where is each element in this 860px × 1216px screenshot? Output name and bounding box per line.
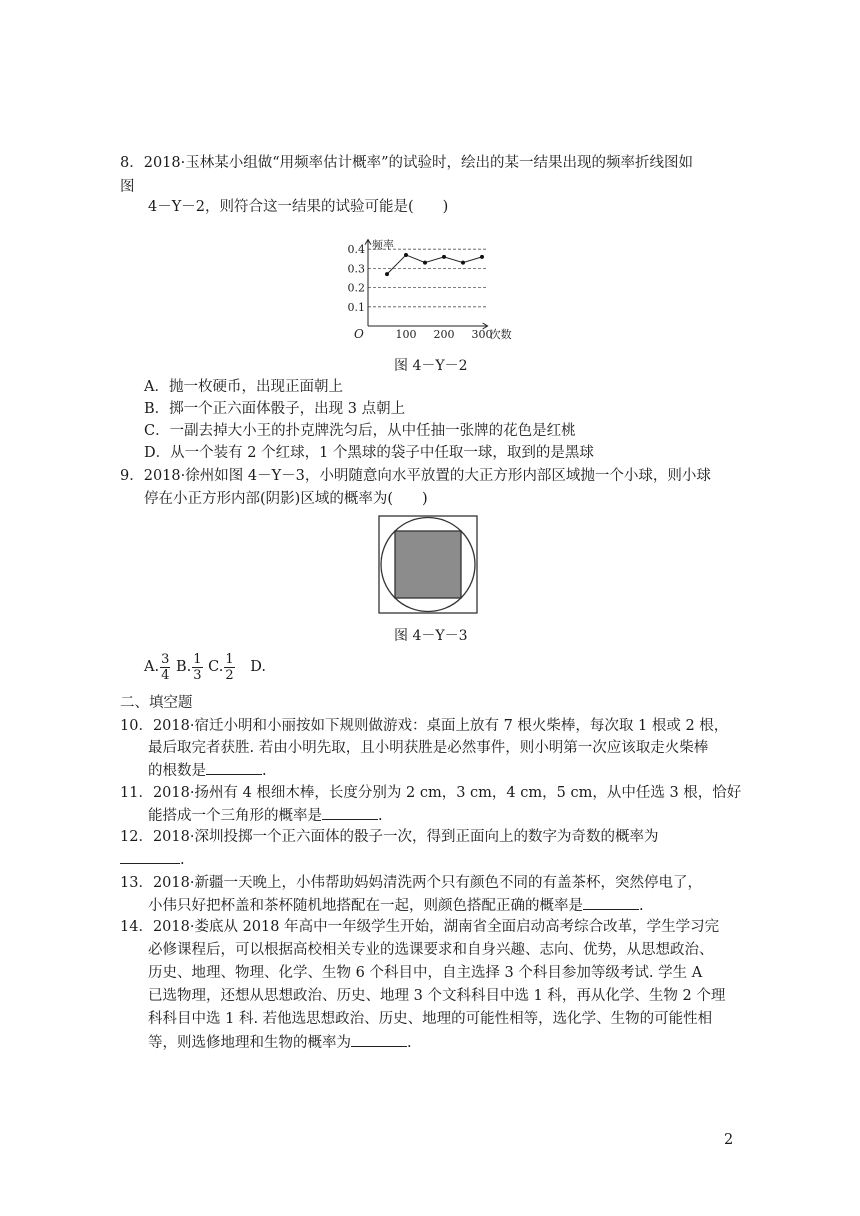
x-axis-label: 次数	[489, 328, 512, 341]
q8-option-c: C．一副去掉大小王的扑克牌洗匀后，从中任抽一张牌的花色是红桃	[144, 423, 576, 439]
q10-line-1: 10．2018·宿迁小明和小丽按如下规则做游戏：桌面上放有 7 根火柴棒，每次取 1 根或 2 根，	[120, 718, 729, 734]
q8-line-2: 图	[120, 179, 135, 195]
q9-line-1: 9．2018·徐州如图 4－Y－3，小明随意向水平放置的大正方形内部区域抛一个小球，则小球	[120, 468, 711, 484]
frequency-point	[404, 253, 408, 257]
q12-line-2: .	[120, 849, 185, 870]
page-number: 2	[724, 1132, 734, 1148]
q8-option-b: B．掷一个正六面体骰子，出现 3 点朝上	[144, 401, 406, 417]
y-tick-label: 0.4	[347, 243, 365, 257]
frequency-series-line	[387, 255, 482, 274]
y-tick-label: 0.2	[347, 281, 365, 295]
origin-label: O	[354, 327, 364, 341]
q9-option-d-label: D.	[250, 659, 266, 675]
fraction-three-quarters: $\frac{3}{4}$	[161, 651, 170, 683]
x-tick-label: 200	[433, 328, 455, 341]
q14-line-2: 必修课程后，可以根据高校相关专业的选课要求和自身兴趣、志向、优势，从思想政治、	[148, 942, 714, 958]
q12-answer-blank	[120, 849, 180, 864]
fraction-one-half: $\frac{1}{2}$	[225, 651, 234, 683]
q12-line-1: 12．2018·深圳投掷一个正六面体的骰子一次，得到正面向上的数字为奇数的概率为	[120, 829, 659, 845]
x-tick-label: 300	[471, 328, 493, 341]
q8-option-d: D．从一个装有 2 个红球，1 个黑球的袋子中任取一球，取到的是黑球	[144, 445, 594, 461]
frequency-line-chart	[340, 222, 530, 346]
frequency-point	[442, 255, 446, 259]
q9-line-2: 停在小正方形内部(阴影)区域的概率为( )	[144, 491, 428, 507]
q10-line-3: 的根数是 .	[148, 760, 267, 781]
square-circle-figure	[378, 515, 480, 615]
y-tick-label: 0.3	[347, 262, 365, 276]
q10-answer-blank	[206, 760, 262, 775]
frequency-point	[461, 261, 465, 265]
y-tick-label: 0.1	[347, 300, 365, 314]
shaded-inner-square	[395, 531, 461, 598]
q9-figure-caption: 图 4－Y－3	[394, 628, 468, 644]
frequency-point	[385, 272, 389, 276]
q13-line-1: 13．2018·新疆一天晚上，小伟帮助妈妈清洗两个只有颜色不同的有盖茶杯，突然停电了，	[120, 875, 702, 891]
q14-line-5: 科科目中选 1 科. 若他选思想政治、历史、地理的可能性相等，选化学、生物的可能性相	[148, 1011, 713, 1027]
q8-line-1: 8．2018·玉林某小组做“用频率估计概率”的试验时，绘出的某一结果出现的频率折线图如	[120, 155, 694, 171]
q14-line-3: 历史、地理、物理、化学、生物 6 个科目中，自主选择 3 个科目参加等级考试. 学生 A	[148, 965, 703, 981]
q8-option-a: A．抛一枚硬币，出现正面朝上	[144, 379, 343, 395]
q11-line-2: 能搭成一个三角形的概率是 .	[148, 805, 383, 826]
q8-line-3: 4－Y－2，则符合这一结果的试验可能是( )	[148, 199, 449, 215]
section-title-fill-in: 二、填空题	[120, 695, 193, 711]
q10-line-2: 最后取完者获胜. 若由小明先取，且小明获胜是必然事件，则小明第一次应该取走火柴棒	[148, 740, 709, 756]
q14-line-4: 已选物理，还想从思想政治、历史、地理 3 个文科科目中选 1 科，再从化学、生物 2 个理	[148, 988, 726, 1004]
q14-answer-blank	[351, 1032, 407, 1047]
q13-line-2: 小伟只好把杯盖和茶杯随机地搭配在一起，则颜色搭配正确的概率是 .	[148, 895, 644, 916]
x-tick-label: 100	[395, 328, 417, 341]
frequency-point	[423, 261, 427, 265]
q11-line-1: 11．2018·扬州有 4 根细木棒，长度分别为 2 cm，3 cm，4 cm，5 cm，从中任选 3 根，恰好	[120, 785, 742, 801]
fraction-one-third: $\frac{1}{3}$	[193, 651, 202, 683]
q9-option-c-label: C.	[208, 659, 224, 675]
frequency-point	[480, 255, 484, 259]
q9-option-b-label: B.	[175, 659, 192, 675]
q9-option-a-label: A.	[144, 659, 160, 675]
q8-figure-caption: 图 4－Y－2	[394, 358, 468, 374]
q14-line-1: 14．2018·娄底从 2018 年高中一年级学生开始，湖南省全面启动高考综合改革，学生学习完	[120, 919, 720, 935]
q11-answer-blank	[322, 805, 378, 820]
q13-answer-blank	[583, 895, 639, 910]
q9-options	[144, 650, 266, 684]
q14-line-6: 等，则选修地理和生物的概率为 .	[148, 1032, 412, 1053]
y-axis-label: 频率	[372, 238, 394, 252]
